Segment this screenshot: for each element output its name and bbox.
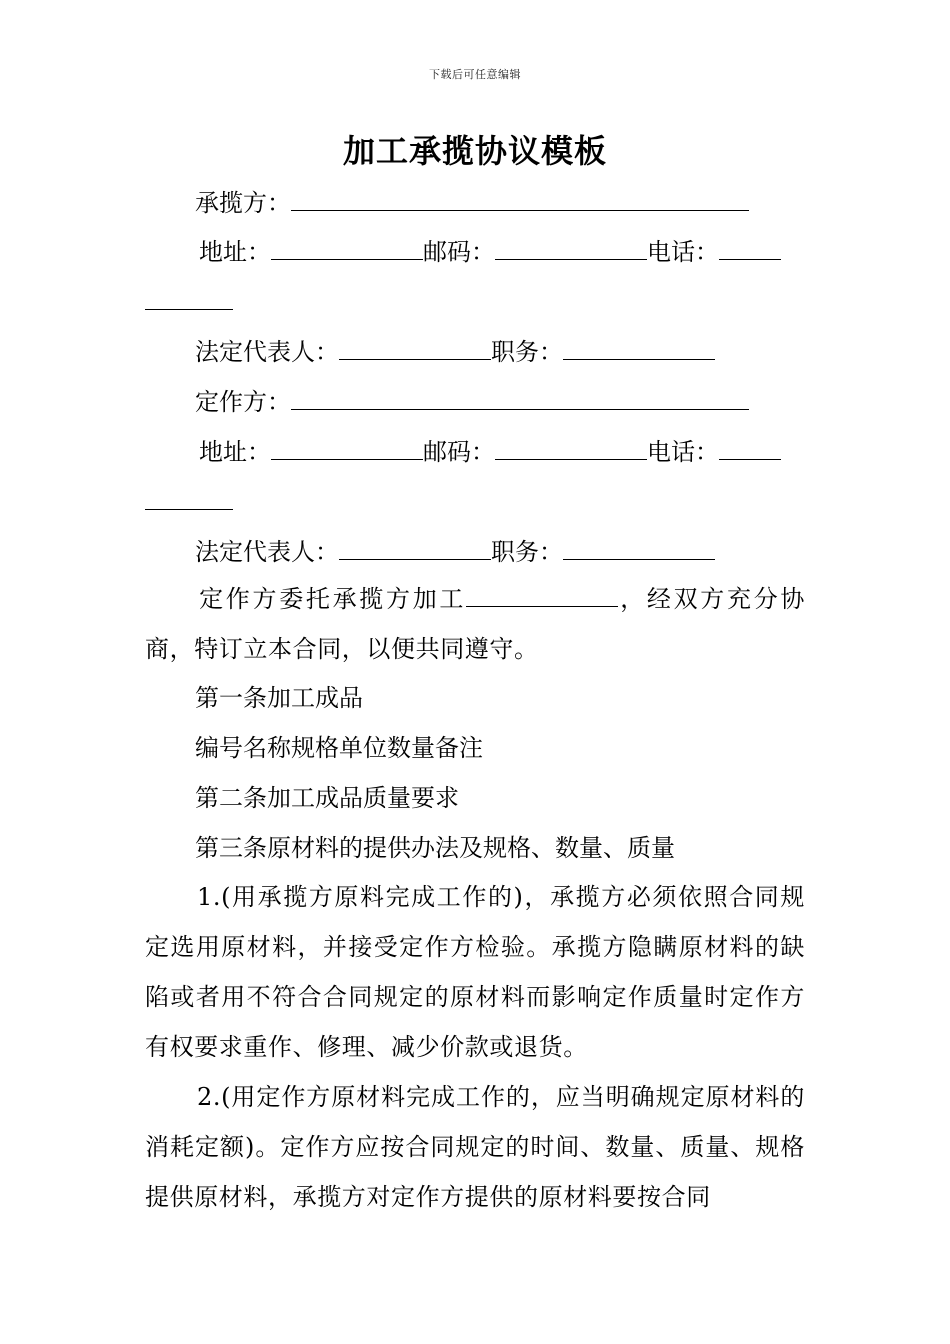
- clause-1-text: 1.(用承揽方原料完成工作的)，承揽方必须依照合同规定选用原材料，并接受定作方检验。承揽方隐瞒原材料的缺陷或者用不符合合同规定的原材料而影响定作质量时定作方有权要求重作、修理、减少价款或退货。: [145, 883, 805, 1061]
- document-title: 加工承揽协议模板: [342, 132, 607, 170]
- section-2-heading: 第二条加工成品质量要求: [195, 784, 459, 812]
- client-zip-blank[interactable]: [495, 435, 647, 460]
- clause-paragraph-2: [145, 1072, 805, 1222]
- contractor-address-label: 地址：: [199, 238, 271, 266]
- contractor-line: [195, 186, 749, 219]
- intro-text-2: ，经双方充分协商，特订立本合同，以便共同遵守。: [145, 585, 806, 663]
- client-phone-blank[interactable]: [719, 435, 781, 460]
- client-phone-continuation: [145, 485, 233, 518]
- client-rep-blank[interactable]: [339, 535, 491, 560]
- contractor-phone-blank-cont[interactable]: [145, 285, 233, 310]
- section-3-heading: 第三条原材料的提供办法及规格、数量、质量: [195, 834, 675, 862]
- client-blank[interactable]: [291, 385, 749, 410]
- contractor-address-blank[interactable]: [271, 235, 423, 260]
- client-address-blank[interactable]: [271, 435, 423, 460]
- client-phone-blank-cont[interactable]: [145, 485, 233, 510]
- intro-paragraph: [145, 574, 805, 674]
- client-post-label: 职务：: [491, 538, 563, 566]
- client-rep-line: [195, 535, 715, 568]
- contractor-blank[interactable]: [291, 186, 749, 211]
- client-zip-label: 邮码：: [423, 438, 495, 466]
- page-header: 下载后可任意编辑: [429, 68, 521, 81]
- section-1-columns: 编号名称规格单位数量备注: [195, 734, 483, 762]
- client-address-label: 地址：: [199, 438, 271, 466]
- client-post-blank[interactable]: [563, 535, 715, 560]
- contractor-rep-blank[interactable]: [339, 335, 491, 360]
- contractor-phone-continuation: [145, 285, 233, 318]
- contractor-rep-line: [195, 335, 715, 368]
- contractor-post-label: 职务：: [491, 338, 563, 366]
- client-contact-line: [199, 435, 781, 468]
- contractor-post-blank[interactable]: [563, 335, 715, 360]
- contractor-phone-label: 电话：: [647, 238, 719, 266]
- clause-2-text: 2.(用定作方原材料完成工作的，应当明确规定原材料的消耗定额)。定作方应按合同规定的时间、数量、质量、规格提供原材料，承揽方对定作方提供的原材料要按合同: [145, 1083, 805, 1211]
- client-line: [195, 385, 749, 418]
- contractor-zip-label: 邮码：: [423, 238, 495, 266]
- contractor-zip-blank[interactable]: [495, 235, 647, 260]
- contractor-contact-line: [199, 235, 781, 268]
- client-rep-label: 法定代表人：: [195, 538, 339, 566]
- clause-paragraph-1: [145, 872, 805, 1072]
- contractor-phone-blank[interactable]: [719, 235, 781, 260]
- intro-text-1: 定作方委托承揽方加工: [197, 585, 467, 613]
- contractor-rep-label: 法定代表人：: [195, 338, 339, 366]
- section-1-heading: 第一条加工成品: [195, 684, 363, 712]
- processing-item-blank[interactable]: [466, 582, 618, 607]
- contractor-label: 承揽方：: [195, 189, 291, 217]
- client-label: 定作方：: [195, 388, 291, 416]
- client-phone-label: 电话：: [647, 438, 719, 466]
